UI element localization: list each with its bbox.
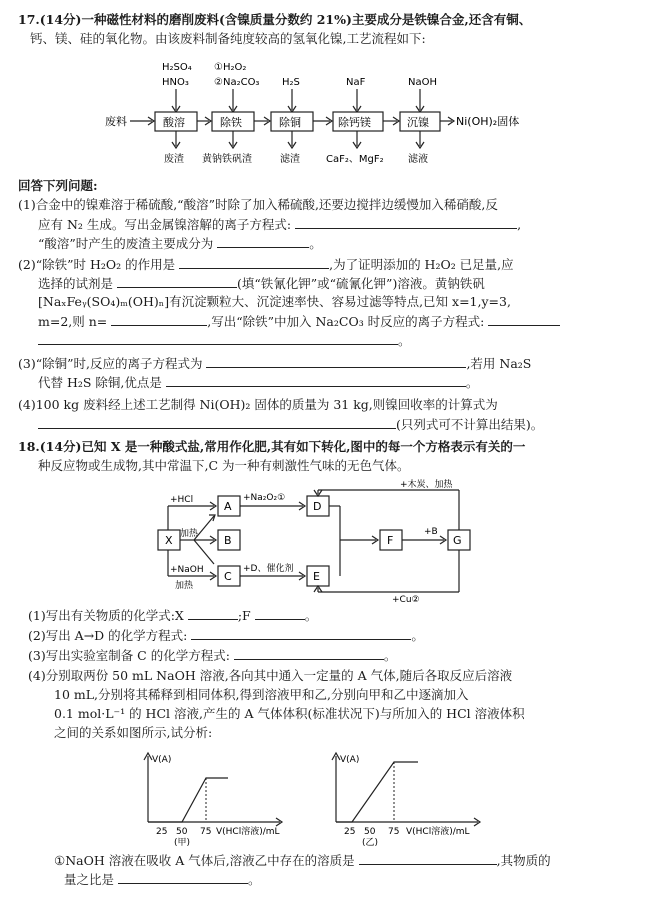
answer-blank[interactable] (118, 871, 248, 884)
reagent-hno3: HNO₃ (162, 77, 189, 88)
q17-flowchart (0, 52, 657, 170)
q17-p3-line2: 代替 H₂S 除铜,优点是 。 (38, 375, 479, 390)
q17-answer-prompt: 回答下列问题: (18, 178, 98, 193)
answer-blank[interactable] (38, 416, 396, 429)
answer-blank[interactable] (295, 216, 517, 229)
flow-start-waste: 废料 (105, 115, 127, 128)
reagent-h2o2: ①H₂O₂ (214, 62, 247, 73)
svg-text:除铜: 除铜 (279, 116, 301, 129)
answer-blank[interactable] (206, 355, 466, 368)
tick-50: 50 (364, 827, 376, 837)
q17-p1-line2: 应有 N₂ 生成。写出金属镍溶解的离子方程式: , (38, 217, 522, 232)
reagent-naf: NaF (346, 77, 366, 88)
reagent-h2so4: H₂SO₄ (162, 62, 192, 73)
node-a: A (224, 500, 232, 513)
node-e: E (313, 570, 320, 583)
flow-product: Ni(OH)₂固体 (456, 115, 520, 128)
label-catalyst: +D、催化剂 (243, 564, 294, 574)
q17-p2-line2: 选择的试剂是 (填“铁氰化钾”或“硫氰化钾”)溶液。黄钠铁矾 (38, 276, 485, 291)
node-b: B (224, 534, 232, 547)
answer-blank[interactable] (359, 852, 497, 865)
label-heat-1: 加热 (180, 529, 199, 539)
label-plus-b: +B (424, 527, 438, 537)
graph-yi (318, 748, 508, 848)
q17-p2-line4: m=2,则 n= ,写出“除铁”中加入 Na₂CO₃ 时反应的离子方程式: (38, 313, 657, 330)
q17-p2-line1: (2)“除铁”时 H₂O₂ 的作用是 ,为了证明添加的 H₂O₂ 已足量,应 (18, 257, 514, 272)
tick-75: 75 (388, 827, 400, 837)
label-cu: +Cu② (392, 595, 420, 603)
q17-intro-line2: 钙、镁、硅的氧化物。由该废料制备纯度较高的氢氧化镍,工艺流程如下: (30, 31, 426, 46)
svg-text:除铁: 除铁 (220, 116, 242, 129)
tick-50: 50 (176, 827, 188, 837)
q17-p4-line2: (只列式可不计算出结果)。 (38, 416, 657, 433)
graph-jia-ylabel: V(A) (152, 755, 172, 765)
waste-fluorides: CaF₂、MgF₂ (326, 154, 384, 165)
tick-25: 25 (156, 827, 168, 837)
label-charcoal-heat: +木炭、加热 (400, 480, 453, 490)
tick-25: 25 (344, 827, 356, 837)
answer-blank[interactable] (179, 256, 329, 269)
answer-blank[interactable] (166, 374, 466, 387)
q17-p2-line5: 。 (38, 332, 657, 349)
node-g: G (453, 534, 462, 547)
q18-transformation-diagram (0, 478, 657, 603)
node-d: D (313, 500, 322, 513)
answer-blank[interactable] (38, 332, 398, 345)
answer-blank[interactable] (117, 275, 237, 288)
reagent-na2co3: ②Na₂CO₃ (214, 77, 260, 88)
label-na2o2: +Na₂O₂① (243, 493, 286, 503)
graph-jia-curve (148, 778, 228, 822)
graph-yi-caption: (乙) (362, 838, 379, 848)
q18-p4-line1: (4)分别取两份 50 mL NaOH 溶液,各向其中通入一定量的 A 气体,随后各取反应后溶液 (28, 668, 513, 683)
q18-intro-line2: 种反应物或生成物,其中常温下,C 为一种有刺激性气味的无色气体。 (38, 458, 410, 473)
q17-p1-line1: (1)合金中的镍难溶于稀硫酸,“酸溶”时除了加入稀硫酸,还要边搅拌边缓慢加入稀硝酸,反 (18, 197, 498, 212)
tick-75: 75 (200, 827, 212, 837)
q18-sub1-line1: ①NaOH 溶液在吸收 A 气体后,溶液乙中存在的溶质是 ,其物质的 (54, 853, 551, 868)
q17-p3-line1: (3)“除铜”时,反应的离子方程式为 ,若用 Na₂S (18, 356, 532, 371)
answer-blank[interactable] (111, 313, 207, 326)
label-naoh: +NaOH (170, 565, 204, 575)
answer-blank[interactable] (191, 627, 411, 640)
q17-intro-line1: 17.(14分)一种磁性材料的磨削废料(含镍质量分数约 21%)主要成分是铁镍合金,还含有铜、 (18, 12, 532, 27)
waste-jarosite: 黄钠铁矾渣 (202, 154, 252, 165)
graph-yi-ylabel: V(A) (340, 755, 360, 765)
graph-jia-caption: (甲) (174, 838, 191, 848)
reagent-naoh: NaOH (408, 77, 437, 88)
graph-jia (130, 748, 310, 848)
node-c: C (224, 570, 232, 583)
svg-text:酸溶: 酸溶 (163, 116, 185, 129)
graph-yi-xlabel: V(HCl溶液)/mL (406, 827, 470, 837)
node-x: X (165, 534, 173, 547)
answer-blank[interactable] (234, 647, 384, 660)
node-f: F (387, 534, 394, 547)
q18-p2: (2)写出 A→D 的化学方程式: 。 (28, 628, 424, 643)
reagent-h2s: H₂S (282, 77, 300, 88)
answer-blank[interactable] (217, 235, 309, 248)
q18-intro-line1: 18.(14分)已知 X 是一种酸式盐,常用作化肥,其有如下转化,图中的每一个方格表示有关的一 (18, 439, 526, 454)
label-heat-2: 加热 (175, 581, 194, 591)
q17-p1-line3: “酸溶”时产生的废渣主要成分为 。 (38, 236, 322, 251)
q18-p3: (3)写出实验室制备 C 的化学方程式: 。 (28, 648, 397, 663)
waste-filter-residue: 滤渣 (280, 154, 300, 165)
waste-filtrate: 滤液 (408, 154, 428, 165)
q18-p1: (1)写出有关物质的化学式:X ;F 。 (28, 608, 318, 623)
answer-blank[interactable] (188, 607, 238, 620)
q18-p4-line4: 之间的关系如图所示,试分析: (54, 725, 213, 740)
q17-p2-line3: [NaₓFeᵧ(SO₄)ₘ(OH)ₙ]有沉淀颗粒大、沉淀速率快、容易过滤等特点,已知 x=1,y=3, (38, 294, 511, 309)
answer-blank[interactable] (488, 313, 560, 326)
answer-blank[interactable] (255, 607, 305, 620)
graph-jia-xlabel: V(HCl溶液)/mL (216, 827, 280, 837)
svg-text:沉镍: 沉镍 (407, 116, 429, 129)
svg-text:除钙镁: 除钙镁 (338, 116, 371, 129)
q18-sub1-line2: 量之比是 。 (64, 872, 261, 887)
label-hcl: +HCl (170, 495, 194, 505)
q17-p4-line1: (4)100 kg 废料经上述工艺制得 Ni(OH)₂ 固体的质量为 31 kg,则镍回收率的计算式为 (18, 397, 498, 412)
waste-residue: 废渣 (164, 154, 184, 165)
q18-p4-line2: 10 mL,分别将其稀释到相同体积,得到溶液甲和乙,分别向甲和乙中逐滴加入 (54, 687, 469, 702)
graph-yi-curve (336, 762, 418, 822)
q18-p4-line3: 0.1 mol·L⁻¹ 的 HCl 溶液,产生的 A 气体体积(标准状况下)与所加入的 HCl 溶液体积 (54, 706, 525, 721)
